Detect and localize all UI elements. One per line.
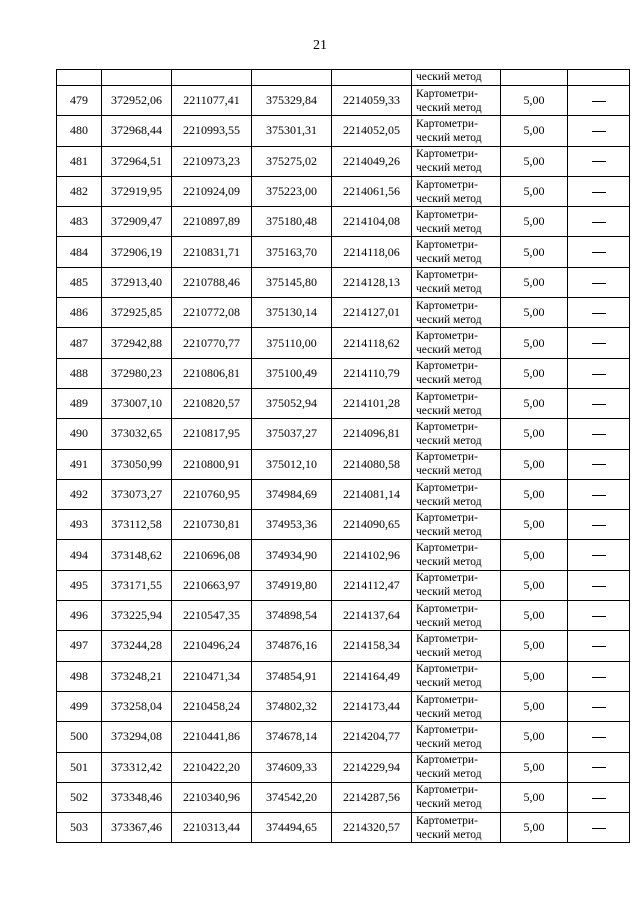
point-number-cell: 481: [57, 146, 102, 176]
dash-mark: [592, 161, 606, 162]
note-cell: [568, 813, 630, 843]
note-cell: [568, 86, 630, 116]
coordinates-table: [56, 69, 630, 843]
note-cell: [568, 631, 630, 661]
y2-cell: 2214061,56: [332, 176, 412, 206]
accuracy-cell: 5,00: [501, 601, 568, 631]
x1-cell: 372942,88: [102, 328, 172, 358]
y2-cell: 2214049,26: [332, 146, 412, 176]
table-row: [57, 419, 630, 449]
accuracy-cell: 5,00: [501, 752, 568, 782]
table-row: [57, 86, 630, 116]
accuracy-cell: 5,00: [501, 722, 568, 752]
y2-cell: 2214137,64: [332, 601, 412, 631]
y2-cell: 2214204,77: [332, 722, 412, 752]
note-cell: [568, 237, 630, 267]
accuracy-cell: 5,00: [501, 510, 568, 540]
y1-cell: 2210973,23: [172, 146, 252, 176]
dash-mark: [592, 646, 606, 647]
note-cell: [568, 419, 630, 449]
x2-cell: 375180,48: [252, 207, 332, 237]
x2-cell: 374919,80: [252, 570, 332, 600]
x1-cell: 373171,55: [102, 570, 172, 600]
y2-cell: 2214059,33: [332, 86, 412, 116]
accuracy-cell: 5,00: [501, 86, 568, 116]
table-row: [57, 328, 630, 358]
method-cell: Картометри-ческий метод: [412, 691, 501, 721]
point-number-cell: 503: [57, 813, 102, 843]
y1-cell: 2210993,55: [172, 116, 252, 146]
note-cell: [568, 388, 630, 418]
empty-cell: [57, 70, 102, 86]
y2-cell: 2214320,57: [332, 813, 412, 843]
table-row: [57, 510, 630, 540]
x2-cell: 374542,20: [252, 782, 332, 812]
x2-cell: 374609,33: [252, 752, 332, 782]
x2-cell: 375012,10: [252, 449, 332, 479]
y1-cell: 2210788,46: [172, 267, 252, 297]
y2-cell: 2214081,14: [332, 479, 412, 509]
x1-cell: 373294,08: [102, 722, 172, 752]
table-row: [57, 176, 630, 206]
accuracy-cell: 5,00: [501, 661, 568, 691]
point-number-cell: 499: [57, 691, 102, 721]
dash-mark: [592, 677, 606, 678]
x1-cell: 373248,21: [102, 661, 172, 691]
method-cell: Картометри-ческий метод: [412, 116, 501, 146]
y1-cell: 2210817,95: [172, 419, 252, 449]
accuracy-cell: 5,00: [501, 479, 568, 509]
x1-cell: 372909,47: [102, 207, 172, 237]
accuracy-cell: 5,00: [501, 449, 568, 479]
y2-cell: 2214158,34: [332, 631, 412, 661]
table-body: [57, 70, 630, 843]
point-number-cell: 483: [57, 207, 102, 237]
dash-mark: [592, 283, 606, 284]
point-number-cell: 479: [57, 86, 102, 116]
y1-cell: 2210897,89: [172, 207, 252, 237]
table-row: [57, 388, 630, 418]
note-cell: [568, 691, 630, 721]
x1-cell: 372906,19: [102, 237, 172, 267]
x2-cell: 374802,32: [252, 691, 332, 721]
method-cell: Картометри-ческий метод: [412, 146, 501, 176]
table-row: [57, 207, 630, 237]
y2-cell: 2214096,81: [332, 419, 412, 449]
table-row: [57, 116, 630, 146]
x1-cell: 372968,44: [102, 116, 172, 146]
y1-cell: 2210831,71: [172, 237, 252, 267]
point-number-cell: 490: [57, 419, 102, 449]
table-row: [57, 661, 630, 691]
method-cell: Картометри-ческий метод: [412, 207, 501, 237]
y2-cell: 2214080,58: [332, 449, 412, 479]
x2-cell: 374678,14: [252, 722, 332, 752]
y2-cell: 2214052,05: [332, 116, 412, 146]
method-cell: Картометри-ческий метод: [412, 570, 501, 600]
x1-cell: 372964,51: [102, 146, 172, 176]
y1-cell: 2210924,09: [172, 176, 252, 206]
accuracy-cell: 5,00: [501, 328, 568, 358]
table-row: [57, 722, 630, 752]
x2-cell: 374984,69: [252, 479, 332, 509]
accuracy-cell: 5,00: [501, 298, 568, 328]
point-number-cell: 495: [57, 570, 102, 600]
y1-cell: 2210770,77: [172, 328, 252, 358]
point-number-cell: 486: [57, 298, 102, 328]
accuracy-cell: 5,00: [501, 691, 568, 721]
method-cell: Картометри-ческий метод: [412, 479, 501, 509]
y1-cell: 2210496,24: [172, 631, 252, 661]
accuracy-cell: 5,00: [501, 237, 568, 267]
dash-mark: [592, 737, 606, 738]
y2-cell: 2214127,01: [332, 298, 412, 328]
dash-mark: [592, 374, 606, 375]
note-cell: [568, 479, 630, 509]
note-cell: [568, 116, 630, 146]
method-cell: Картометри-ческий метод: [412, 631, 501, 661]
y1-cell: 2210471,34: [172, 661, 252, 691]
table-row: [57, 358, 630, 388]
y1-cell: 2210730,81: [172, 510, 252, 540]
point-number-cell: 489: [57, 388, 102, 418]
x2-cell: 374876,16: [252, 631, 332, 661]
point-number-cell: 502: [57, 782, 102, 812]
x1-cell: 373348,46: [102, 782, 172, 812]
table-row: [57, 631, 630, 661]
point-number-cell: 484: [57, 237, 102, 267]
table-row: [57, 752, 630, 782]
dash-mark: [592, 707, 606, 708]
accuracy-cell: 5,00: [501, 388, 568, 418]
table-row: [57, 237, 630, 267]
note-cell: [568, 449, 630, 479]
accuracy-cell: 5,00: [501, 570, 568, 600]
empty-cell: [332, 70, 412, 86]
x1-cell: 372925,85: [102, 298, 172, 328]
x1-cell: 373050,99: [102, 449, 172, 479]
dash-mark: [592, 313, 606, 314]
method-cell: Картометри-ческий метод: [412, 510, 501, 540]
y1-cell: 2210422,20: [172, 752, 252, 782]
note-cell: [568, 146, 630, 176]
method-cell: Картометри-ческий метод: [412, 752, 501, 782]
point-number-cell: 498: [57, 661, 102, 691]
x2-cell: 374854,91: [252, 661, 332, 691]
dash-mark: [592, 555, 606, 556]
y2-cell: 2214102,96: [332, 540, 412, 570]
note-cell: [568, 176, 630, 206]
x1-cell: 372913,40: [102, 267, 172, 297]
note-cell: [568, 298, 630, 328]
accuracy-cell: 5,00: [501, 267, 568, 297]
dash-mark: [592, 586, 606, 587]
point-number-cell: 497: [57, 631, 102, 661]
method-cell: Картометри-ческий метод: [412, 449, 501, 479]
note-cell: [568, 570, 630, 600]
x2-cell: 374934,90: [252, 540, 332, 570]
x2-cell: 375275,02: [252, 146, 332, 176]
point-number-cell: 487: [57, 328, 102, 358]
y1-cell: 2210458,24: [172, 691, 252, 721]
point-number-cell: 491: [57, 449, 102, 479]
x1-cell: 372952,06: [102, 86, 172, 116]
x2-cell: 375130,14: [252, 298, 332, 328]
dash-mark: [592, 464, 606, 465]
y2-cell: 2214128,13: [332, 267, 412, 297]
accuracy-cell: 5,00: [501, 631, 568, 661]
method-cell: ческий метод: [412, 70, 501, 86]
point-number-cell: 482: [57, 176, 102, 206]
point-number-cell: 501: [57, 752, 102, 782]
point-number-cell: 492: [57, 479, 102, 509]
point-number-cell: 480: [57, 116, 102, 146]
y2-cell: 2214101,28: [332, 388, 412, 418]
x1-cell: 373244,28: [102, 631, 172, 661]
dash-mark: [592, 616, 606, 617]
method-cell: Картометри-ческий метод: [412, 540, 501, 570]
note-cell: [568, 358, 630, 388]
y2-cell: 2214110,79: [332, 358, 412, 388]
x1-cell: 373258,04: [102, 691, 172, 721]
table-row: [57, 479, 630, 509]
y2-cell: 2214104,08: [332, 207, 412, 237]
x1-cell: 373367,46: [102, 813, 172, 843]
x1-cell: 373007,10: [102, 388, 172, 418]
method-cell: Картометри-ческий метод: [412, 328, 501, 358]
y1-cell: 2210696,08: [172, 540, 252, 570]
x2-cell: 375145,80: [252, 267, 332, 297]
accuracy-cell: 5,00: [501, 782, 568, 812]
point-number-cell: 500: [57, 722, 102, 752]
accuracy-cell: 5,00: [501, 146, 568, 176]
accuracy-cell: 5,00: [501, 540, 568, 570]
method-cell: Картометри-ческий метод: [412, 601, 501, 631]
method-cell: Картометри-ческий метод: [412, 176, 501, 206]
table-row: [57, 782, 630, 812]
x1-cell: 373148,62: [102, 540, 172, 570]
table-row: [57, 540, 630, 570]
x1-cell: 373312,42: [102, 752, 172, 782]
y2-cell: 2214164,49: [332, 661, 412, 691]
x2-cell: 374494,65: [252, 813, 332, 843]
x2-cell: 374953,36: [252, 510, 332, 540]
accuracy-cell: 5,00: [501, 207, 568, 237]
table-row: [57, 146, 630, 176]
y1-cell: 2210547,35: [172, 601, 252, 631]
method-cell: Картометри-ческий метод: [412, 419, 501, 449]
accuracy-cell: 5,00: [501, 419, 568, 449]
note-cell: [568, 328, 630, 358]
dash-mark: [592, 495, 606, 496]
y1-cell: 2210441,86: [172, 722, 252, 752]
accuracy-cell: 5,00: [501, 813, 568, 843]
dash-mark: [592, 404, 606, 405]
y2-cell: 2214118,06: [332, 237, 412, 267]
x2-cell: 375052,94: [252, 388, 332, 418]
table-row: [57, 298, 630, 328]
y1-cell: 2211077,41: [172, 86, 252, 116]
y1-cell: 2210663,97: [172, 570, 252, 600]
empty-cell: [172, 70, 252, 86]
method-cell: Картометри-ческий метод: [412, 267, 501, 297]
accuracy-cell: 5,00: [501, 116, 568, 146]
note-cell: [568, 722, 630, 752]
method-cell: Картометри-ческий метод: [412, 813, 501, 843]
method-cell: Картометри-ческий метод: [412, 782, 501, 812]
method-cell: Картометри-ческий метод: [412, 358, 501, 388]
continued-row: [57, 70, 630, 86]
empty-cell: [501, 70, 568, 86]
x1-cell: 373073,27: [102, 479, 172, 509]
note-cell: [568, 267, 630, 297]
y2-cell: 2214287,56: [332, 782, 412, 812]
empty-cell: [102, 70, 172, 86]
note-cell: [568, 601, 630, 631]
table-row: [57, 570, 630, 600]
method-cell: Картометри-ческий метод: [412, 237, 501, 267]
y2-cell: 2214173,44: [332, 691, 412, 721]
dash-mark: [592, 434, 606, 435]
note-cell: [568, 752, 630, 782]
x2-cell: 375163,70: [252, 237, 332, 267]
dash-mark: [592, 192, 606, 193]
point-number-cell: 494: [57, 540, 102, 570]
table-row: [57, 691, 630, 721]
dash-mark: [592, 101, 606, 102]
note-cell: [568, 782, 630, 812]
x2-cell: 375301,31: [252, 116, 332, 146]
point-number-cell: 493: [57, 510, 102, 540]
table-row: [57, 267, 630, 297]
note-cell: [568, 540, 630, 570]
accuracy-cell: 5,00: [501, 176, 568, 206]
table-row: [57, 813, 630, 843]
accuracy-cell: 5,00: [501, 358, 568, 388]
point-number-cell: 496: [57, 601, 102, 631]
dash-mark: [592, 767, 606, 768]
empty-cell: [252, 70, 332, 86]
x1-cell: 372919,95: [102, 176, 172, 206]
dash-mark: [592, 798, 606, 799]
dash-mark: [592, 525, 606, 526]
method-cell: Картометри-ческий метод: [412, 388, 501, 418]
table-row: [57, 449, 630, 479]
method-cell: Картометри-ческий метод: [412, 86, 501, 116]
x2-cell: 374898,54: [252, 601, 332, 631]
page-number: 21: [313, 38, 327, 53]
method-cell: Картометри-ческий метод: [412, 298, 501, 328]
method-cell: Картометри-ческий метод: [412, 722, 501, 752]
x2-cell: 375100,49: [252, 358, 332, 388]
note-cell: [568, 207, 630, 237]
point-number-cell: 485: [57, 267, 102, 297]
y1-cell: 2210820,57: [172, 388, 252, 418]
empty-cell: [568, 70, 630, 86]
dash-mark: [592, 828, 606, 829]
y1-cell: 2210806,81: [172, 358, 252, 388]
y1-cell: 2210313,44: [172, 813, 252, 843]
y2-cell: 2214118,62: [332, 328, 412, 358]
x1-cell: 373225,94: [102, 601, 172, 631]
x2-cell: 375110,00: [252, 328, 332, 358]
y1-cell: 2210340,96: [172, 782, 252, 812]
dash-mark: [592, 343, 606, 344]
y2-cell: 2214112,47: [332, 570, 412, 600]
x2-cell: 375223,00: [252, 176, 332, 206]
method-cell: Картометри-ческий метод: [412, 661, 501, 691]
note-cell: [568, 661, 630, 691]
table-row: [57, 601, 630, 631]
dash-mark: [592, 131, 606, 132]
y2-cell: 2214229,94: [332, 752, 412, 782]
dash-mark: [592, 222, 606, 223]
y1-cell: 2210760,95: [172, 479, 252, 509]
note-cell: [568, 510, 630, 540]
point-number-cell: 488: [57, 358, 102, 388]
x2-cell: 375329,84: [252, 86, 332, 116]
y2-cell: 2214090,65: [332, 510, 412, 540]
x1-cell: 372980,23: [102, 358, 172, 388]
x2-cell: 375037,27: [252, 419, 332, 449]
x1-cell: 373032,65: [102, 419, 172, 449]
x1-cell: 373112,58: [102, 510, 172, 540]
dash-mark: [592, 252, 606, 253]
y1-cell: 2210772,08: [172, 298, 252, 328]
y1-cell: 2210800,91: [172, 449, 252, 479]
